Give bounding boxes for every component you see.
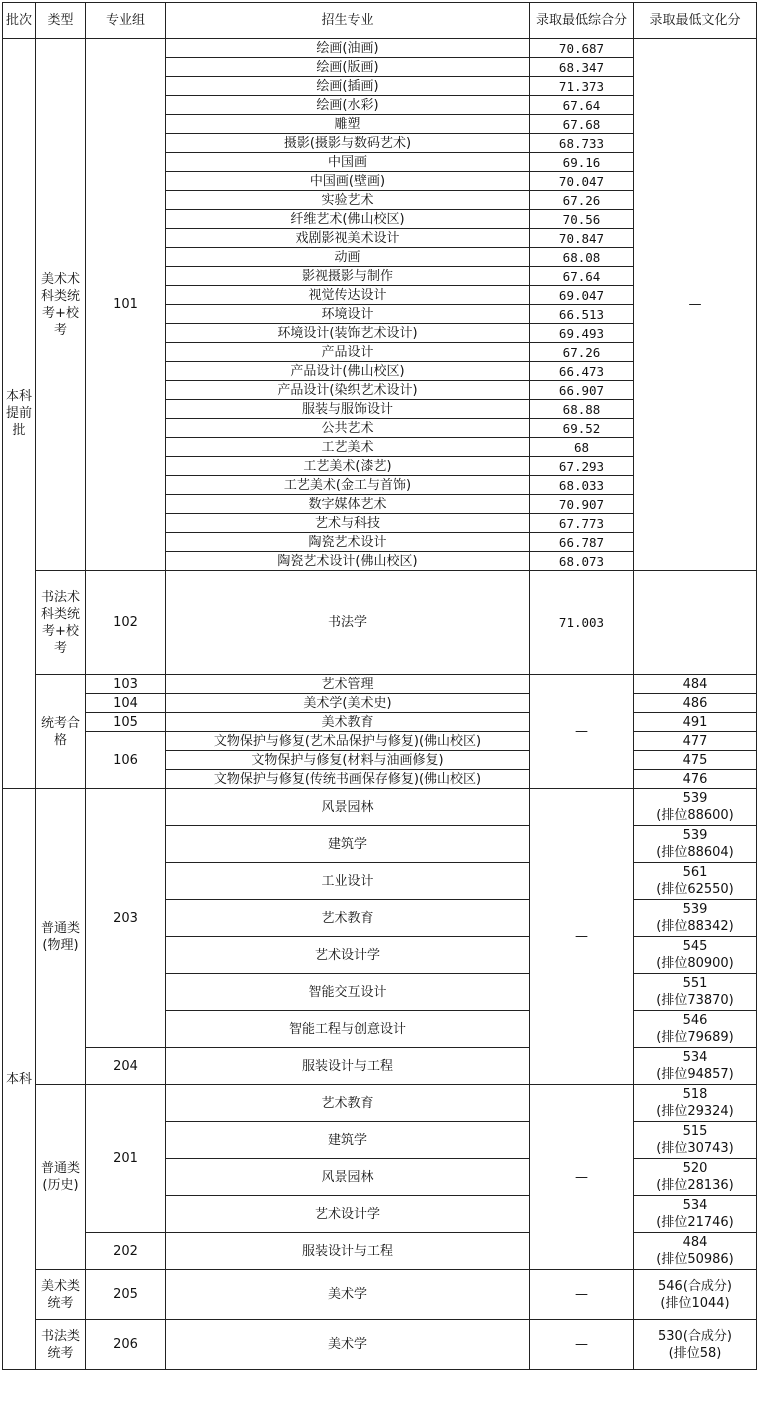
- major-cell: 建筑学: [166, 1122, 530, 1159]
- header-group: 专业组: [86, 3, 166, 39]
- major-cell: 美术学: [166, 1320, 530, 1370]
- major-cell: 环境设计(装饰艺术设计): [166, 324, 530, 343]
- rank-text: (排位30743): [656, 1141, 734, 1156]
- admission-score-table: [2, 2, 757, 1370]
- major-cell: 风景园林: [166, 789, 530, 826]
- major-cell: 影视摄影与制作: [166, 267, 530, 286]
- group-code: 202: [86, 1233, 166, 1270]
- header-batch: 批次: [3, 3, 36, 39]
- total-score-cell: 71.373: [530, 77, 634, 96]
- culture-score: 539: [682, 828, 708, 843]
- major-cell: 美术学: [166, 1270, 530, 1320]
- header-major: 招生专业: [166, 3, 530, 39]
- rank-text: (排位50986): [656, 1252, 734, 1267]
- major-cell: 书法学: [166, 571, 530, 675]
- culture-score-cell: 477: [634, 732, 757, 751]
- total-score-cell: 69.52: [530, 419, 634, 438]
- major-cell: 美术学(美术史): [166, 694, 530, 713]
- major-cell: 艺术设计学: [166, 1196, 530, 1233]
- group-code: 203: [86, 789, 166, 1048]
- major-cell: 工艺美术(漆艺): [166, 457, 530, 476]
- total-score-cell: 69.493: [530, 324, 634, 343]
- total-score-cell: 66.907: [530, 381, 634, 400]
- major-cell: 文物保护与修复(艺术品保护与修复)(佛山校区): [166, 732, 530, 751]
- rank-text: (排位79689): [656, 1030, 734, 1045]
- rank-text: (排位80900): [656, 956, 734, 971]
- culture-score-cell: [634, 1270, 757, 1320]
- culture-score: 539: [682, 791, 708, 806]
- major-cell: 公共艺术: [166, 419, 530, 438]
- group-code: 103: [86, 675, 166, 694]
- total-score-cell: 67.293: [530, 457, 634, 476]
- culture-score-cell: 491: [634, 713, 757, 732]
- total-score-cell: —: [530, 789, 634, 1085]
- culture-score-cell: [634, 1233, 757, 1270]
- major-cell: 环境设计: [166, 305, 530, 324]
- major-cell: 文物保护与修复(材料与油画修复): [166, 751, 530, 770]
- culture-score: 518: [682, 1087, 708, 1102]
- total-score-cell: —: [530, 1270, 634, 1320]
- rank-text: (排位73870): [656, 993, 734, 1008]
- major-cell: 工艺美术(金工与首饰): [166, 476, 530, 495]
- group-code: 204: [86, 1048, 166, 1085]
- group-code: 105: [86, 713, 166, 732]
- total-score-cell: 68: [530, 438, 634, 457]
- rank-text: (排位88600): [656, 808, 734, 823]
- total-score-cell: —: [530, 1320, 634, 1370]
- total-score-cell: 68.033: [530, 476, 634, 495]
- major-cell: 摄影(摄影与数码艺术): [166, 134, 530, 153]
- culture-score-cell: [634, 1122, 757, 1159]
- major-cell: 中国画: [166, 153, 530, 172]
- culture-score-cell: [634, 826, 757, 863]
- type-cell: 美术类统考: [36, 1270, 86, 1320]
- type-cell: 书法类统考: [36, 1320, 86, 1370]
- culture-score: 545: [682, 939, 708, 954]
- culture-score: 546(合成分): [658, 1278, 732, 1294]
- major-cell: 陶瓷艺术设计: [166, 533, 530, 552]
- major-cell: 产品设计(佛山校区): [166, 362, 530, 381]
- major-cell: 艺术教育: [166, 900, 530, 937]
- header-min-total-score: 录取最低综合分: [530, 3, 634, 39]
- total-score-cell: 71.003: [530, 571, 634, 675]
- group-code: 104: [86, 694, 166, 713]
- major-cell: 建筑学: [166, 826, 530, 863]
- major-cell: 绘画(版画): [166, 58, 530, 77]
- total-score-cell: 66.473: [530, 362, 634, 381]
- culture-score-cell: —: [634, 39, 757, 571]
- group-code: 201: [86, 1085, 166, 1233]
- culture-score-cell: [634, 1196, 757, 1233]
- group-code: 101: [86, 39, 166, 571]
- major-cell: 绘画(水彩): [166, 96, 530, 115]
- total-score-cell: 69.047: [530, 286, 634, 305]
- total-score-cell: 69.16: [530, 153, 634, 172]
- major-cell: 视觉传达设计: [166, 286, 530, 305]
- culture-score-cell: 475: [634, 751, 757, 770]
- header-type: 类型: [36, 3, 86, 39]
- header-min-culture-score: 录取最低文化分: [634, 3, 757, 39]
- major-cell: 风景园林: [166, 1159, 530, 1196]
- culture-score: 520: [682, 1161, 708, 1176]
- culture-score-cell: [634, 974, 757, 1011]
- total-score-cell: 67.773: [530, 514, 634, 533]
- major-cell: 智能交互设计: [166, 974, 530, 1011]
- culture-score: 515: [682, 1124, 708, 1139]
- total-score-cell: —: [530, 1085, 634, 1270]
- total-score-cell: —: [530, 675, 634, 789]
- rank-text: (排位88604): [656, 845, 734, 860]
- total-score-cell: 67.26: [530, 343, 634, 362]
- rank-text: (排位29324): [656, 1104, 734, 1119]
- total-score-cell: 68.073: [530, 552, 634, 571]
- major-cell: 实验艺术: [166, 191, 530, 210]
- major-cell: 工业设计: [166, 863, 530, 900]
- total-score-cell: 70.907: [530, 495, 634, 514]
- major-cell: 绘画(插画): [166, 77, 530, 96]
- total-score-cell: 67.68: [530, 115, 634, 134]
- major-cell: 产品设计: [166, 343, 530, 362]
- major-cell: 艺术教育: [166, 1085, 530, 1122]
- rank-text: (排位62550): [656, 882, 734, 897]
- culture-score: 530(合成分): [658, 1328, 732, 1344]
- major-cell: 文物保护与修复(传统书画保存修复)(佛山校区): [166, 770, 530, 789]
- major-cell: 服装设计与工程: [166, 1048, 530, 1085]
- total-score-cell: 70.56: [530, 210, 634, 229]
- rank-text: (排位21746): [656, 1215, 734, 1230]
- culture-score-cell: 486: [634, 694, 757, 713]
- culture-score-cell: 484: [634, 675, 757, 694]
- group-code: 205: [86, 1270, 166, 1320]
- culture-score-cell: [634, 1159, 757, 1196]
- culture-score: 546: [682, 1013, 708, 1028]
- major-cell: 雕塑: [166, 115, 530, 134]
- major-cell: 艺术管理: [166, 675, 530, 694]
- total-score-cell: 66.513: [530, 305, 634, 324]
- culture-score-cell: [634, 863, 757, 900]
- batch-cell: 本科: [3, 789, 36, 1370]
- major-cell: 智能工程与创意设计: [166, 1011, 530, 1048]
- total-score-cell: 66.787: [530, 533, 634, 552]
- major-cell: 纤维艺术(佛山校区): [166, 210, 530, 229]
- rank-text: (排位94857): [656, 1067, 734, 1082]
- group-code: 206: [86, 1320, 166, 1370]
- culture-score: 561: [682, 865, 708, 880]
- total-score-cell: 67.64: [530, 96, 634, 115]
- total-score-cell: 68.733: [530, 134, 634, 153]
- culture-score-cell: [634, 937, 757, 974]
- major-cell: 数字媒体艺术: [166, 495, 530, 514]
- major-cell: 陶瓷艺术设计(佛山校区): [166, 552, 530, 571]
- major-cell: 服装与服饰设计: [166, 400, 530, 419]
- rank-text: (排位28136): [656, 1178, 734, 1193]
- major-cell: 工艺美术: [166, 438, 530, 457]
- rank-text: (排位1044): [660, 1295, 730, 1311]
- major-cell: 戏剧影视美术设计: [166, 229, 530, 248]
- culture-score-cell: [634, 1085, 757, 1122]
- group-code: 102: [86, 571, 166, 675]
- group-code: 106: [86, 732, 166, 789]
- type-cell: 普通类(物理): [36, 789, 86, 1085]
- total-score-cell: 67.64: [530, 267, 634, 286]
- type-cell: 统考合格: [36, 675, 86, 789]
- total-score-cell: 67.26: [530, 191, 634, 210]
- total-score-cell: 68.08: [530, 248, 634, 267]
- total-score-cell: 68.347: [530, 58, 634, 77]
- rank-text: (排位58): [668, 1345, 722, 1361]
- type-cell: 书法术科类统考+校考: [36, 571, 86, 675]
- culture-score: 551: [682, 976, 708, 991]
- major-cell: 中国画(壁画): [166, 172, 530, 191]
- culture-score-cell: [634, 1011, 757, 1048]
- major-cell: 艺术设计学: [166, 937, 530, 974]
- total-score-cell: 70.047: [530, 172, 634, 191]
- culture-score-cell: [634, 789, 757, 826]
- culture-score: 534: [682, 1050, 708, 1065]
- major-cell: 服装设计与工程: [166, 1233, 530, 1270]
- type-cell: 普通类(历史): [36, 1085, 86, 1270]
- culture-score-cell: [634, 571, 757, 675]
- major-cell: 美术教育: [166, 713, 530, 732]
- culture-score-cell: [634, 1320, 757, 1370]
- total-score-cell: 70.687: [530, 39, 634, 58]
- culture-score-cell: 476: [634, 770, 757, 789]
- major-cell: 艺术与科技: [166, 514, 530, 533]
- major-cell: 产品设计(染织艺术设计): [166, 381, 530, 400]
- type-cell: 美术术科类统考+校考: [36, 39, 86, 571]
- major-cell: 绘画(油画): [166, 39, 530, 58]
- batch-cell: 本科提前批: [3, 39, 36, 789]
- total-score-cell: 70.847: [530, 229, 634, 248]
- culture-score: 534: [682, 1198, 708, 1213]
- culture-score-cell: [634, 900, 757, 937]
- total-score-cell: 68.88: [530, 400, 634, 419]
- major-cell: 动画: [166, 248, 530, 267]
- culture-score: 539: [682, 902, 708, 917]
- culture-score-cell: [634, 1048, 757, 1085]
- culture-score: 484: [682, 1235, 708, 1250]
- rank-text: (排位88342): [656, 919, 734, 934]
